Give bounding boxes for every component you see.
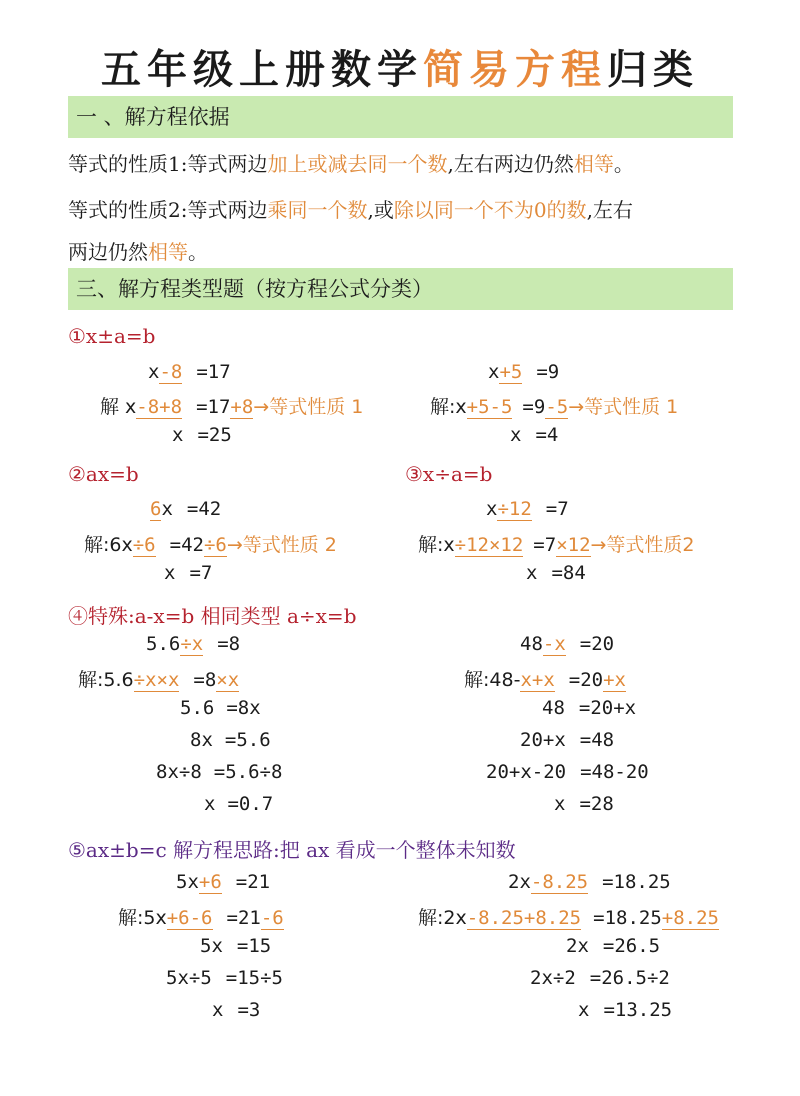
eq-term: =8 [193, 669, 217, 691]
eq-term: 解:x [430, 396, 467, 418]
eq-line [554, 793, 614, 815]
eq-highlight: -8+8 [136, 396, 183, 418]
eq-term: 8x÷8 [156, 761, 202, 783]
eq-line [520, 729, 614, 751]
title-pre: 五年级上册数学 [101, 47, 423, 93]
eq-term: 5x [200, 935, 223, 957]
eq-highlight: ÷12 [497, 498, 532, 520]
eq-note: →等式性质 1 [253, 396, 364, 418]
eq-highlight: -8.25 [530, 871, 589, 893]
text-run: ,左右两边仍然 [447, 152, 574, 176]
eq-term: 5x÷5 [166, 967, 212, 989]
eq-highlight: +6-6 [166, 907, 213, 929]
eq-term: =42 [186, 498, 222, 520]
text-run: 两边 [227, 198, 268, 222]
eq-note: →等式性质 1 [568, 396, 679, 418]
eq-line [212, 999, 260, 1021]
eq-line [488, 361, 559, 383]
eq-term: 解:48- [464, 669, 521, 691]
eq-term: =13.25 [603, 999, 673, 1021]
eq-line [542, 697, 636, 719]
eq-highlight: ÷x×x [133, 669, 180, 691]
eq-line [520, 633, 614, 655]
eq-term: 解:6x [84, 534, 133, 556]
eq-note: →等式性质 2 [226, 534, 337, 556]
highlight-run: 相等 [148, 240, 188, 264]
eq-line [156, 761, 282, 783]
eq-term: 解 x [100, 396, 137, 418]
title-post: 归类 [607, 47, 699, 93]
eq-term: 解:5x [118, 907, 167, 929]
eq-term: x [510, 424, 522, 446]
eq-term: =18.25 [602, 871, 671, 893]
eq-line [526, 562, 586, 584]
eq-term: x [161, 498, 173, 520]
eq-term: =7 [545, 498, 569, 520]
text-run: ,或 [367, 198, 394, 222]
type-2-label: ②ax=b [68, 462, 139, 486]
eq-term: x [554, 793, 566, 815]
eq-term: =3 [237, 999, 261, 1021]
eq-highlight: -8 [159, 361, 183, 383]
eq-line [204, 793, 273, 815]
eq-line [78, 665, 239, 692]
eq-term: =4 [535, 424, 559, 446]
eq-term: =0.7 [227, 793, 274, 815]
eq-term: 48 [520, 633, 543, 655]
eq-term: =20 [568, 669, 604, 691]
section-heading-2: 三、解方程类型题（按方程公式分类） [68, 268, 733, 310]
eq-term: =9 [522, 396, 546, 418]
eq-term: x [488, 361, 500, 383]
type-5-label: ⑤ax±b=c 解方程思路:把 ax 看成一个整体未知数 [68, 838, 516, 862]
eq-term: 8x [190, 729, 213, 751]
text-run: 。 [188, 240, 208, 264]
eq-highlight: -5 [545, 396, 569, 418]
eq-line [530, 967, 670, 989]
type-4-label: ④特殊:a-x=b 相同类型 a÷x=b [68, 604, 357, 628]
eq-term: =21 [226, 907, 261, 929]
eq-highlight: x+x [520, 669, 555, 691]
eq-term: 解:5.6 [78, 669, 134, 691]
eq-term: x [212, 999, 224, 1021]
eq-highlight: +6 [198, 871, 222, 893]
eq-term: =5.6 [224, 729, 271, 751]
highlight-run: 加上或减去同一个数 [267, 152, 448, 176]
eq-term: x [204, 793, 216, 815]
eq-line [486, 498, 569, 520]
eq-line [578, 999, 672, 1021]
eq-highlight: +8 [230, 396, 254, 418]
eq-highlight: ÷x [180, 633, 204, 655]
eq-line [200, 935, 271, 957]
eq-term: 2x [508, 871, 531, 893]
eq-line [464, 665, 626, 692]
eq-term: x [148, 361, 160, 383]
eq-term: x [172, 424, 184, 446]
eq-highlight: +5-5 [466, 396, 513, 418]
eq-line [166, 967, 283, 989]
eq-line [148, 361, 231, 383]
eq-term: =20+x [578, 697, 637, 719]
eq-term: x [486, 498, 498, 520]
eq-line [566, 935, 660, 957]
eq-term: 2x÷2 [530, 967, 576, 989]
eq-term: =8x [226, 697, 261, 719]
eq-term: =7 [189, 562, 213, 584]
eq-line [118, 903, 284, 930]
eq-highlight: ÷6 [203, 534, 227, 556]
eq-highlight: -8.25+8.25 [466, 907, 582, 929]
eq-line [172, 424, 232, 446]
eq-term: 5.6 [180, 697, 215, 719]
eq-term: =9 [536, 361, 560, 383]
eq-term: =26.5÷2 [589, 967, 670, 989]
eq-term: =8 [217, 633, 241, 655]
eq-line [176, 871, 270, 893]
eq-term: 5.6 [146, 633, 181, 655]
eq-term: =25 [197, 424, 232, 446]
eq-line [190, 729, 271, 751]
type-3-label: ③x÷a=b [405, 462, 493, 486]
eq-note: →等式性质2 [590, 534, 695, 556]
eq-term: x [526, 562, 538, 584]
eq-term: =15 [236, 935, 272, 957]
eq-term: x [164, 562, 176, 584]
eq-term: =21 [235, 871, 271, 893]
eq-term: =28 [579, 793, 614, 815]
eq-highlight: -x [542, 633, 566, 655]
eq-term: 5x [176, 871, 199, 893]
eq-line [164, 562, 212, 584]
eq-line [150, 498, 221, 520]
text-run: 等式的性质1:等式 [68, 152, 228, 176]
eq-term: 解:x [418, 534, 455, 556]
eq-term: =48 [579, 729, 615, 751]
highlight-run: 相等 [573, 152, 614, 176]
eq-line [146, 633, 240, 655]
highlight-run: 乘同一个数 [267, 198, 368, 222]
eq-term: =7 [533, 534, 557, 556]
highlight-run: 除以同一个不为0的数 [393, 198, 587, 222]
eq-term: =15÷5 [225, 967, 283, 989]
eq-highlight: -6 [260, 907, 284, 929]
eq-term: x [578, 999, 590, 1021]
eq-term: 20+x-20 [486, 761, 567, 783]
eq-term: =26.5 [602, 935, 661, 957]
eq-line [508, 871, 671, 893]
eq-line [84, 530, 337, 557]
eq-line [418, 530, 695, 557]
title-highlight: 简易方程 [423, 47, 607, 93]
eq-term: 20+x [520, 729, 566, 751]
text-run: 两边仍然 [68, 240, 148, 264]
eq-term: 2x [566, 935, 589, 957]
text-run: ,左右 [586, 198, 633, 222]
page-title [0, 38, 800, 95]
eq-highlight: +8.25 [661, 907, 719, 929]
eq-term: =20 [579, 633, 615, 655]
eq-line [510, 424, 558, 446]
eq-term: =17 [196, 396, 231, 418]
eq-term: 48 [542, 697, 565, 719]
text-run: 两边 [227, 152, 268, 176]
text-run: 等式的性质2:等式 [68, 198, 228, 222]
eq-highlight: ÷6 [132, 534, 156, 556]
eq-term: 解:2x [418, 907, 467, 929]
eq-highlight: ÷12×12 [454, 534, 524, 556]
eq-line [430, 392, 678, 419]
eq-highlight: +5 [499, 361, 523, 383]
eq-term: =18.25 [593, 907, 662, 929]
property-2-text [68, 194, 633, 223]
property-1-text [68, 148, 634, 177]
eq-highlight: +x [603, 669, 626, 691]
eq-term: =17 [196, 361, 231, 383]
eq-highlight: 6 [150, 498, 162, 520]
eq-term: =48-20 [580, 761, 649, 783]
eq-term: =5.6÷8 [213, 761, 283, 783]
eq-line [180, 697, 261, 719]
eq-line [418, 903, 719, 930]
eq-term: =42 [169, 534, 204, 556]
eq-line [486, 761, 649, 783]
text-run: 。 [613, 152, 634, 176]
eq-highlight: ×12 [556, 534, 591, 556]
eq-highlight: ×x [216, 669, 240, 691]
property-2-text-cont [68, 236, 208, 265]
type-1-label: ①x±a=b [68, 324, 156, 348]
eq-term: =84 [551, 562, 586, 584]
eq-line [100, 392, 363, 419]
section-heading-1: 一 、解方程依据 [68, 96, 733, 138]
